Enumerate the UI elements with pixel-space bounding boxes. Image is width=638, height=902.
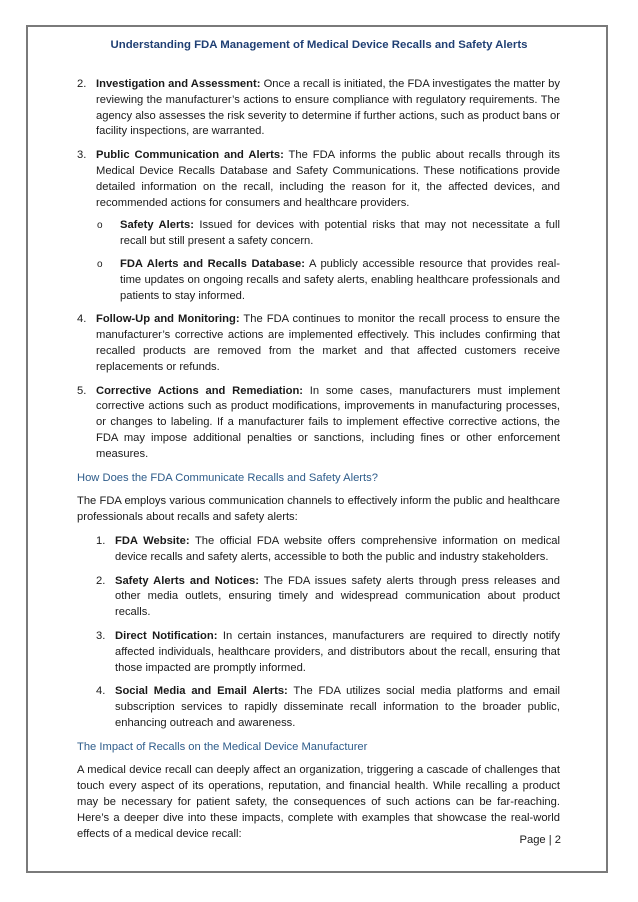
channel-safety-alerts [96,574,560,621]
communication-channels-list [77,534,560,732]
step-text: Once a recall is initiated, the FDA investigates the matter by reviewing the manufacturer’s actions to ensure compliance with regulatory requirements. The agency also assesses the risk severity to determine if further actions, such as product bans or facility inspections, are warranted. [96,78,560,138]
sub-item-text: A publicly accessible resource that provides real-time updates on ongoing recalls and safety alerts, enabling healthcare professionals and patients to stay informed. [120,257,560,302]
channel-social-media [96,684,560,731]
list-marker: 4. [96,685,106,698]
channel-direct-notification [96,629,560,676]
sub-item-title: FDA Alerts and Recalls Database: [120,257,305,270]
document-body [77,77,560,850]
circle-bullet-icon: o [97,258,103,270]
sub-item-title: Safety Alerts: [120,219,194,232]
list-marker: 1. [96,534,106,547]
list-marker: 2. [96,574,106,587]
section-intro-paragraph: The FDA employs various communication channels to effectively inform the public and healthcare professionals about recalls and safety alerts: [77,495,560,524]
impact-paragraph: A medical device recall can deeply affect an organization, triggering a cascade of challenges that touch every aspect of its operations, reputation, and financial health. While recalling a product may be necessary for patient safety, the consequences of such actions can be far-reaching. Here’s a deeper dive into these impacts, complete with examples that showcase the real-world effects of a medical device recall: [77,764,560,840]
page-number: Page | 2 [519,834,561,846]
recall-process-steps [77,77,560,463]
step-text: The FDA informs the public about recalls through its Medical Device Recalls Database and Safety Communications. These notifications provide detailed information on the recall, including the reason for it, the affected devices, and recommended actions for consumers and healthcare providers. [96,149,560,209]
step-text: The FDA continues to monitor the recall process to ensure the manufacturer’s corrective actions are implemented effectively. This includes confirming that recalled products are removed from the market and that affected customers receive replacements or refunds. [96,313,560,373]
channel-text: The FDA issues safety alerts through press releases and other media outlets, ensuring timely and widespread communication about product recalls. [115,574,560,619]
step-title: Follow-Up and Monitoring: [96,313,240,326]
list-marker: 3. [96,629,106,642]
sub-item-safety-alerts [96,218,560,250]
list-marker: 2. [77,78,87,90]
list-marker: 5. [77,384,87,397]
channel-title: FDA Website: [115,534,190,547]
step-title: Public Communication and Alerts: [96,149,284,162]
channel-text: The official FDA website offers comprehensive information on medical device recalls and safety alerts, accessible to both the public and industry stakeholders. [115,534,560,563]
step-text: In some cases, manufacturers must implement corrective actions such as product modifications, improvements in manufacturing processes, or changes to labeling. If a manufacturer fails to implement effective corrective actions, the FDA may impose additional penalties or sanctions, including fines or other enforcement measures. [96,384,560,460]
step-title: Corrective Actions and Remediation: [96,384,304,397]
step-follow-up [77,312,560,375]
list-marker: 3. [77,149,87,162]
circle-bullet-icon: o [97,220,103,232]
step-title: Investigation and Assessment: [96,78,261,90]
section-heading-communication: How Does the FDA Communicate Recalls and Safety Alerts? [77,471,378,484]
list-marker: 4. [77,313,87,326]
step-public-communication [77,148,560,304]
channel-fda-website [96,534,560,566]
sub-item-recalls-database [96,257,560,304]
document-header-title: Understanding FDA Management of Medical Device Recalls and Safety Alerts [110,39,528,51]
section-heading-impact: The Impact of Recalls on the Medical Device Manufacturer [77,740,368,753]
channel-title: Direct Notification: [115,629,218,642]
communication-sublist [96,218,560,304]
sub-item-text: Issued for devices with potential risks that may not necessitate a full recall but still present a safety concern. [120,219,560,248]
channel-text: The FDA utilizes social media platforms and email subscription services to rapidly disseminate recall information to the broader public, enhancing outreach and awareness. [115,685,560,729]
step-investigation [77,77,560,140]
channel-title: Safety Alerts and Notices: [115,574,259,587]
step-corrective-actions [77,384,560,463]
channel-title: Social Media and Email Alerts: [115,685,288,698]
channel-text: In certain instances, manufacturers are required to directly notify affected individuals, healthcare providers, and distributors about the recall, ensuring that those impacted are promptly informed. [115,629,560,674]
